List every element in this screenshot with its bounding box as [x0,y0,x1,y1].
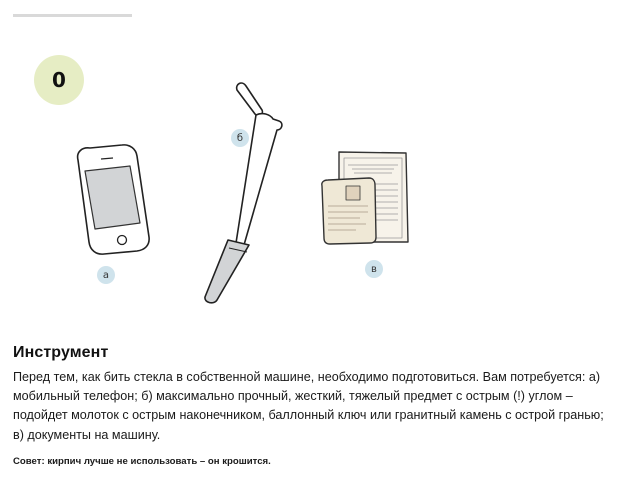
label-tag-phone: а [97,266,115,284]
tip-text: Совет: кирпич лучше не использовать – он крошится. [13,456,271,467]
phone-icon [78,145,150,254]
step-number-badge: 0 [34,55,84,105]
wrench-icon [205,83,282,303]
section-body: Перед тем, как бить стекла в собственной машине, необходимо подготовиться. Вам потребуется: а) мобильный телефон; б) максимально прочный, жесткий, тяжелый предмет с острым (!) углом – подойдет молоток с острым наконечником, баллонный ключ или гранитный камень с острой гранью; в) документы на машину. [13,370,604,442]
label-tag-documents: в [365,260,383,278]
documents-icon [322,152,408,244]
section-title: Инструмент [13,344,109,361]
label-tag-wrench: б [231,129,249,147]
